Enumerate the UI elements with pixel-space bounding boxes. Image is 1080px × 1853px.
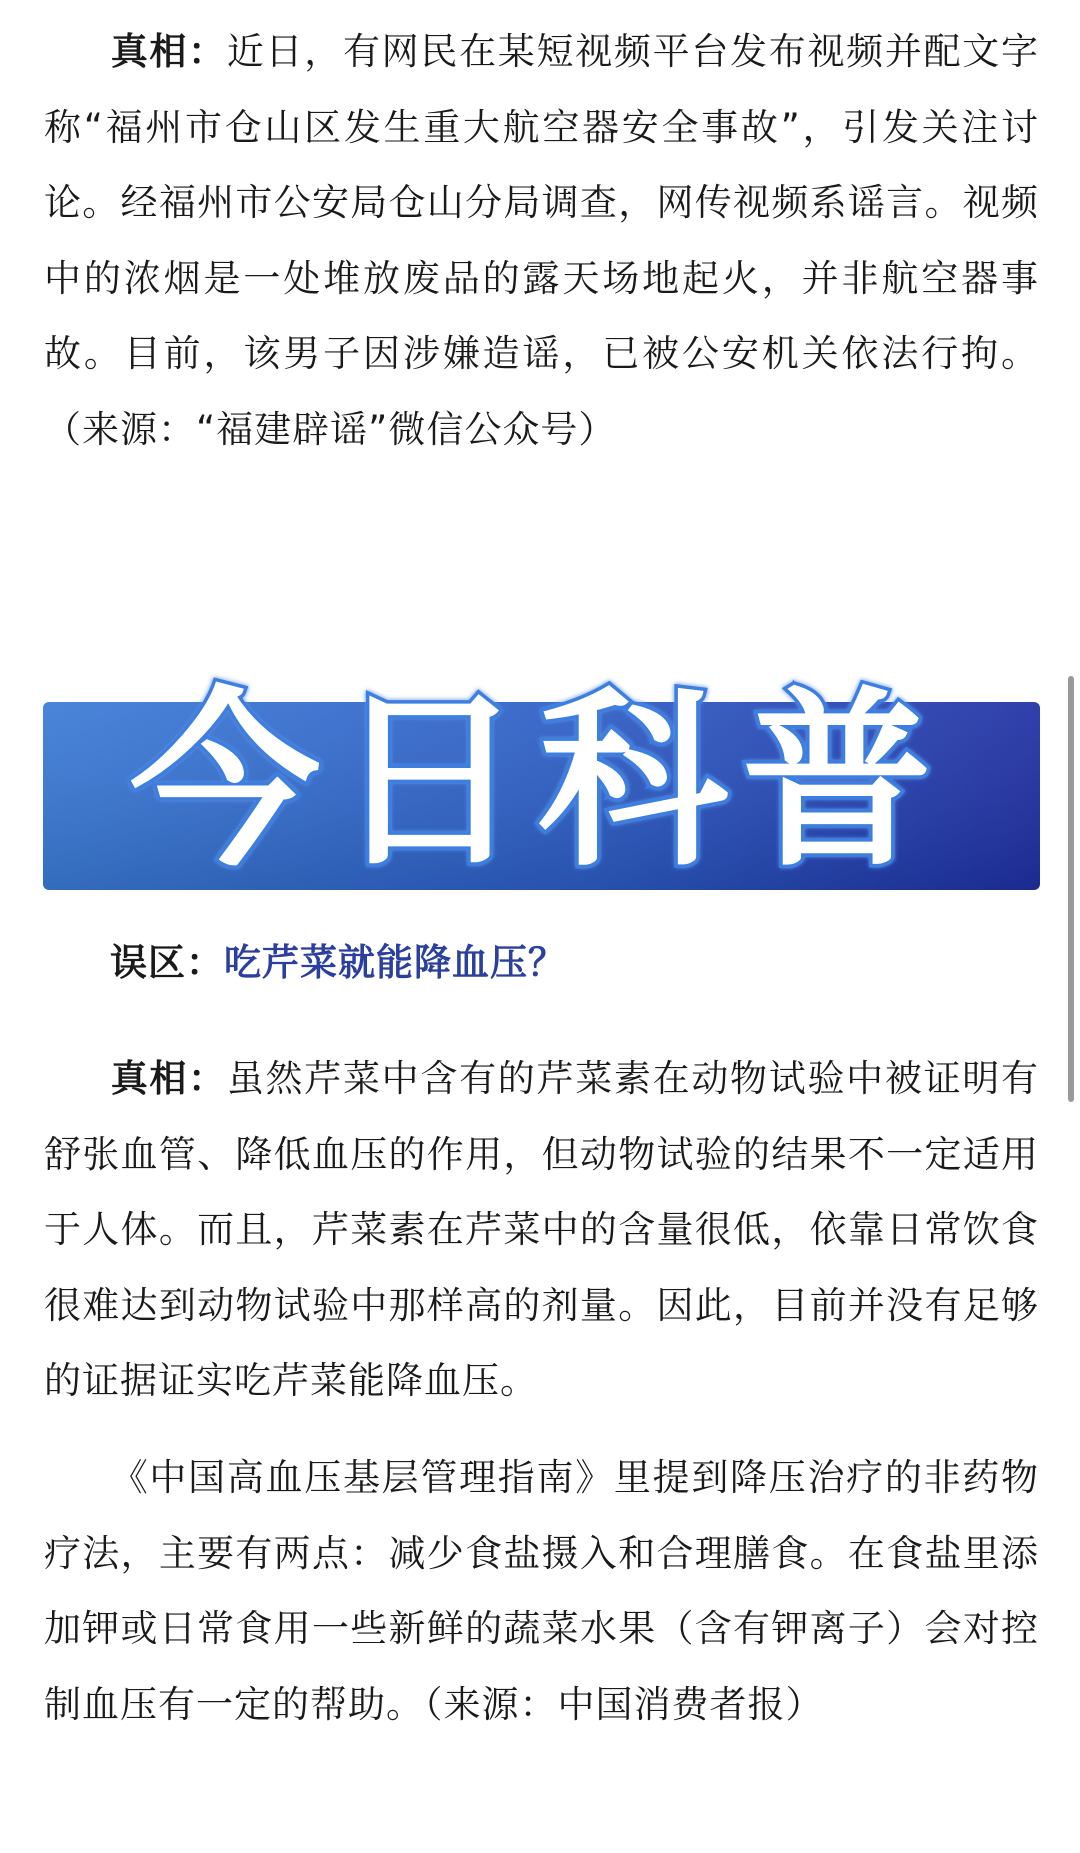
- truth-label: 真相：: [110, 1057, 227, 1100]
- myth-text: 吃芹菜就能降血压？: [224, 941, 566, 984]
- banner-title: 今日科普: [129, 671, 947, 890]
- banner-graphic: [43, 590, 1040, 890]
- guideline-text: 《中国高血压基层管理指南》里提到降压治疗的非药物疗法，主要有两点：减少食盐摄入和合理膳食。在食盐里添加钾或日常食用一些新鲜的蔬菜水果（含有钾离子）会对控制血压有一定的帮助。（来源：中国消费者报）: [44, 1456, 1039, 1726]
- myth-paragraph: [44, 925, 1039, 1001]
- truth-label: 真相：: [110, 30, 227, 73]
- guideline-paragraph: [44, 1440, 1039, 1742]
- truth-text: 近日，有网民在某短视频平台发布视频并配文字称“福州市仓山区发生重大航空器安全事故”，引发关注讨论。经福州市公安局仓山分局调查，网传视频系谣言。视频中的浓烟是一处堆放废品的露天场地起火，并非航空器事故。目前，该男子因涉嫌造谣，已被公安机关依法行拘。（来源：“福建辟谣”微信公众号）: [44, 30, 1040, 451]
- article-body: [44, 14, 1039, 467]
- truth-paragraph-2: [44, 1041, 1039, 1419]
- myth-label: 误区：: [110, 941, 224, 984]
- science-banner: [43, 590, 1040, 890]
- truth-text: 虽然芹菜中含有的芹菜素在动物试验中被证明有舒张血管、降低血压的作用，但动物试验的结果不一定适用于人体。而且，芹菜素在芹菜中的含量很低，依靠日常饮食很难达到动物试验中那样高的剂量。因此，目前并没有足够的证据证实吃芹菜能降血压。: [44, 1057, 1040, 1402]
- truth-paragraph-1: [44, 14, 1039, 467]
- scrollbar[interactable]: [1068, 676, 1074, 1102]
